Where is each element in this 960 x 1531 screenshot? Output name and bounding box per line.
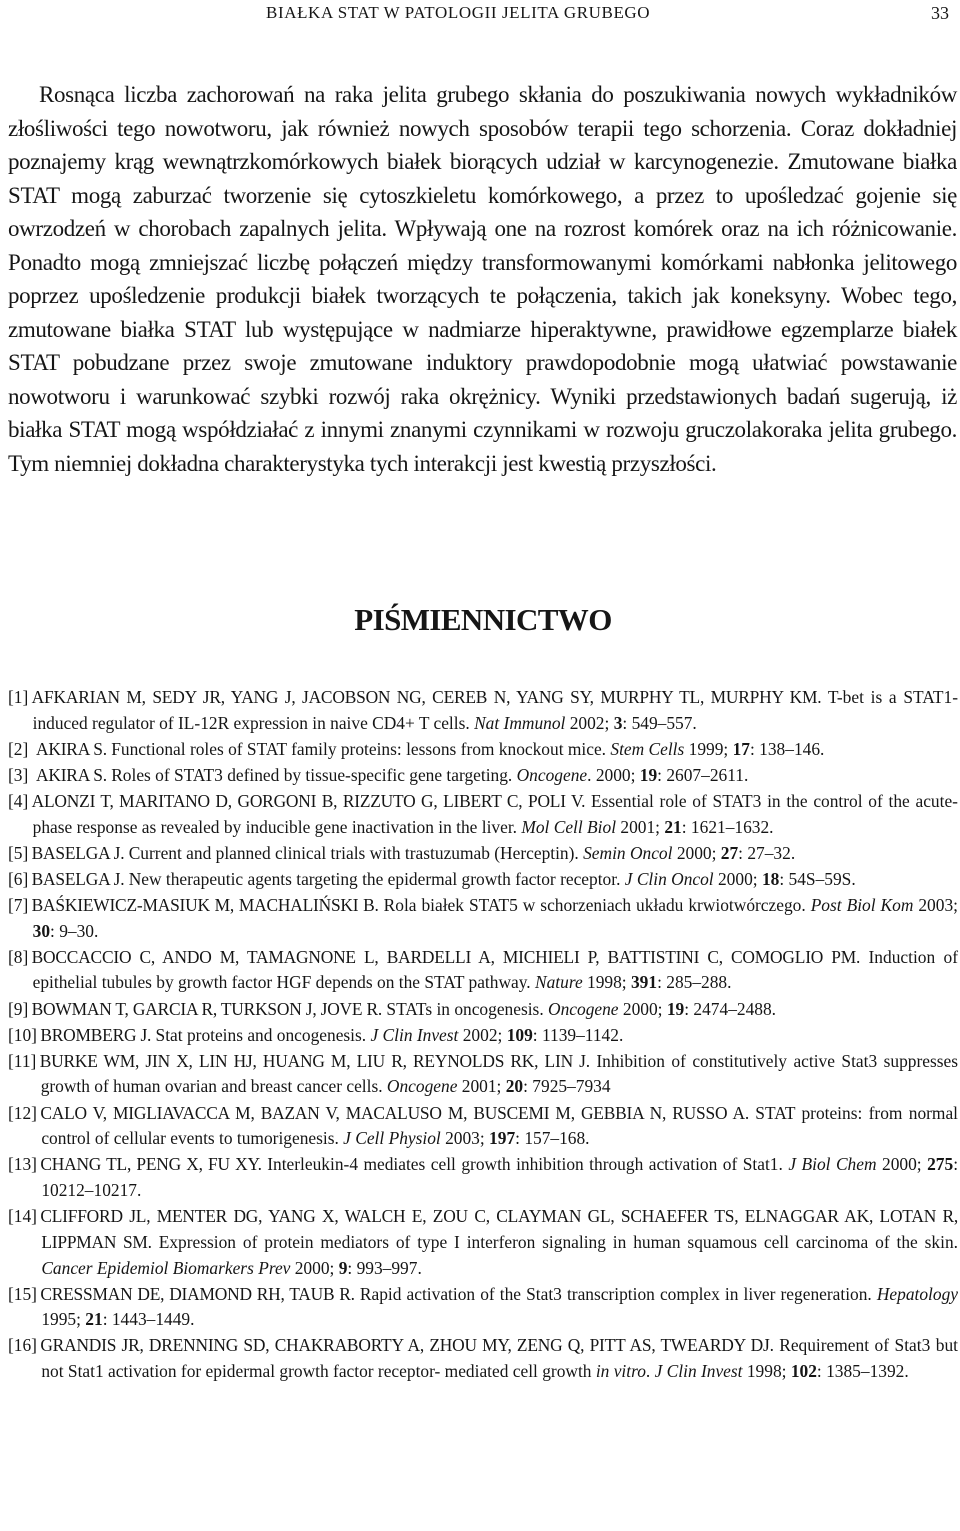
reference-year: . 2000; [587, 764, 640, 785]
reference-year: 2000; [618, 998, 667, 1019]
reference-number: [5] [8, 842, 33, 863]
reference-authors: CRESSMAN DE, DIAMOND RH, TAUB R. [40, 1283, 355, 1304]
reference-volume: 20 [505, 1076, 524, 1097]
reference-item [8, 789, 958, 840]
reference-item [8, 763, 958, 789]
reference-item [8, 893, 958, 944]
reference-number: [2] [8, 738, 37, 759]
reference-authors: CHANG TL, PENG X, FU XY. [40, 1154, 262, 1175]
reference-body [33, 997, 958, 1023]
reference-title: Rapid activation of the Stat3 transcription complex in liver regeneration. [354, 1283, 877, 1304]
reference-body [41, 1333, 958, 1384]
reference-pages: : 1139–1142. [532, 1024, 624, 1045]
running-title: BIAŁKA STAT W PATOLOGII JELITA GRUBEGO [266, 3, 651, 22]
reference-body [41, 1282, 958, 1333]
reference-title: Functional roles of STAT family proteins: lessons from knockout mice. [106, 738, 611, 759]
reference-title: New therapeutic agents targeting the epidermal growth factor receptor. [124, 868, 625, 889]
references-heading: PIŚMIENNICTWO [354, 602, 612, 637]
reference-pages: : 138–146. [749, 738, 825, 759]
reference-journal: J Cell Physiol [343, 1128, 441, 1149]
reference-volume: 21 [85, 1309, 103, 1330]
reference-authors: GRANDIS JR, DRENNING SD, CHAKRABORTY A, ZHOU MY, ZENG Q, PITT AS, TWEARDY DJ. [40, 1335, 774, 1356]
reference-journal: Mol Cell Biol [521, 816, 617, 837]
reference-title: STAT proteins: from normal control of cellular events to tumorigenesis. [41, 1102, 959, 1149]
reference-pages: : 27–32. [738, 842, 796, 863]
reference-volume: 275 [927, 1154, 954, 1175]
reference-title: Induction of epithelial tubules by growth factor HGF depends on the STAT pathway. [32, 946, 958, 993]
reference-body [33, 685, 958, 736]
reference-year: 2001; [616, 816, 665, 837]
reference-body [41, 1049, 958, 1100]
reference-item [8, 867, 958, 893]
reference-authors: CLIFFORD JL, MENTER DG, YANG X, WALCH E, ZOU C, CLAYMAN GL, SCHAEFER TS, ELNAGGAR AK, LOTAN R, LIPPMAN SM. [40, 1206, 958, 1252]
reference-number: [10] [8, 1024, 42, 1045]
reference-journal: Hepatology [876, 1283, 958, 1304]
reference-title: Current and planned clinical trials with trastuzumab (Herceptin). [124, 842, 584, 863]
reference-pages: : 549–557. [622, 712, 697, 733]
reference-journal: Stem Cells [610, 738, 685, 759]
reference-body [41, 1152, 958, 1203]
reference-journal: Oncogene [386, 1076, 458, 1097]
reference-body [33, 945, 958, 996]
reference-item [8, 737, 958, 763]
reference-volume: 27 [720, 842, 739, 863]
reference-title: Roles of STAT3 defined by tissue-specific gene targeting. [106, 764, 517, 785]
reference-list [8, 685, 958, 1385]
reference-authors: BAŚKIEWICZ-MASIUK M, MACHALIŃSKI B. [31, 894, 379, 915]
reference-authors: BOCCACCIO C, ANDO M, TAMAGNONE L, BARDELLI A, MICHIELI P, BATTISTINI C, COMOGLIO PM. [31, 946, 861, 967]
reference-number: [1] [8, 687, 33, 707]
reference-authors: BURKE WM, JIN X, LIN HJ, HUANG M, LIU R, REYNOLDS RK, LIN J. [39, 1050, 590, 1071]
reference-item [8, 945, 958, 996]
reference-volume: 391 [630, 972, 658, 993]
reference-number: [16] [8, 1335, 42, 1356]
reference-number: [6] [8, 868, 33, 889]
reference-number: [12] [8, 1102, 42, 1123]
reference-pages: : 2474–2488. [684, 998, 777, 1019]
reference-journal: Oncogene [548, 998, 619, 1019]
reference-volume: 19 [639, 764, 658, 785]
reference-year: 1995; [41, 1309, 86, 1330]
reference-item [8, 1049, 958, 1100]
reference-authors: BASELGA J. [31, 868, 125, 889]
reference-title: Stat proteins and oncogenesis. [151, 1024, 371, 1045]
reference-body [37, 763, 958, 789]
reference-volume: 21 [664, 816, 682, 837]
reference-journal: J Biol Chem [788, 1154, 877, 1175]
reference-journal: Nature [535, 972, 583, 993]
reference-authors: ALONZI T, MARITANO D, GORGONI B, RIZZUTO G, LIBERT C, POLI V. [31, 790, 586, 811]
reference-journal: Semin Oncol [583, 842, 673, 863]
reference-title-end: . [645, 1361, 655, 1382]
reference-body [33, 867, 958, 893]
reference-volume: 9 [338, 1257, 348, 1278]
reference-title: Inhibition of constitutively active Stat3 suppresses growth of human ovarian and breast cancer cells. [40, 1050, 958, 1097]
reference-volume: 3 [613, 712, 623, 733]
reference-pages: : 157–168. [515, 1128, 590, 1149]
reference-year: 2000; [713, 868, 762, 889]
reference-journal: J Clin Oncol [624, 868, 714, 889]
reference-authors: BOWMAN T, GARCIA R, TURKSON J, JOVE R. [31, 998, 383, 1019]
reference-number: [4] [8, 790, 33, 811]
reference-volume: 17 [732, 738, 750, 759]
running-header [0, 0, 960, 26]
reference-authors: CALO V, MIGLIAVACCA M, BAZAN V, MACALUSO M, BUSCEMI M, GEBBIA N, RUSSO A. [40, 1102, 749, 1123]
reference-authors: AFKARIAN M, SEDY JR, YANG J, JACOBSON NG, CEREB N, YANG SY, MURPHY TL, MURPHY KM. [31, 687, 822, 707]
reference-item [8, 997, 958, 1023]
reference-pages: : 7925–7934 [523, 1076, 611, 1097]
reference-title: T-bet is a STAT1-induced regulator of IL-12R expression in naive CD4+ T cells. [32, 687, 958, 733]
reference-year: 2003; [440, 1128, 490, 1149]
reference-volume: 30 [32, 920, 51, 941]
reference-authors: BROMBERG J. [40, 1024, 152, 1045]
reference-body [33, 841, 958, 867]
reference-year: 1998; [742, 1361, 791, 1382]
reference-year: 2002; [565, 712, 614, 733]
reference-number: [3] [8, 764, 37, 785]
reference-title: Expression of protein mediators of type I interferon signaling in human squamous cell carcinoma of the skin. [151, 1231, 958, 1252]
reference-title: Requirement of Stat3 but not Stat1 activation for epidermal growth factor receptor- mediated cell growth [41, 1335, 958, 1382]
reference-title: Essential role of STAT3 in the control of the acute-phase response as revealed by inducible gene inactivation in the liver. [32, 790, 958, 837]
reference-title: Interleukin-4 mediates cell growth inhibition through activation of Stat1. [261, 1154, 789, 1175]
reference-pages: : 54S–59S. [779, 868, 856, 889]
reference-title: Rola białek STAT5 w schorzeniach układu krwiotwórczego. [378, 894, 811, 915]
reference-volume: 109 [506, 1024, 533, 1045]
reference-journal: Cancer Epidemiol Biomarkers Prev [41, 1257, 291, 1278]
reference-pages: : 10212–10217. [41, 1154, 959, 1201]
reference-year: 2002; [458, 1024, 507, 1045]
reference-item [8, 1023, 958, 1049]
reference-journal: Oncogene [516, 764, 588, 785]
reference-year: 2001; [457, 1076, 506, 1097]
page-number: 33 [931, 3, 949, 23]
reference-journal: Post Biol Kom [810, 894, 914, 915]
reference-journal: J Clin Invest [654, 1361, 743, 1382]
reference-number: [9] [8, 998, 33, 1019]
reference-number: [11] [8, 1050, 41, 1071]
reference-year: 2000; [290, 1257, 339, 1278]
reference-year: 2003; [913, 894, 958, 915]
reference-year: 1998; [582, 972, 631, 993]
reference-item [8, 685, 958, 736]
reference-number: [15] [8, 1283, 42, 1304]
reference-authors: AKIRA S. [35, 738, 107, 759]
reference-item [8, 1152, 958, 1203]
reference-body [33, 789, 958, 840]
reference-journal: Nat Immunol [474, 712, 566, 733]
reference-body [41, 1204, 958, 1281]
reference-number: [13] [8, 1154, 42, 1175]
reference-item [8, 1101, 958, 1152]
reference-body [41, 1023, 958, 1049]
reference-item [8, 1333, 958, 1384]
reference-year: 2000; [876, 1154, 928, 1175]
reference-item [8, 1204, 958, 1281]
reference-authors: AKIRA S. [35, 764, 107, 785]
reference-pages: : 2607–2611. [657, 764, 749, 785]
reference-pages: : 285–288. [657, 972, 732, 993]
reference-volume: 19 [666, 998, 685, 1019]
reference-item [8, 1282, 958, 1333]
reference-authors: BASELGA J. [31, 842, 125, 863]
reference-pages: : 1443–1449. [102, 1309, 195, 1330]
reference-year: 2000; [672, 842, 721, 863]
body-paragraph: Rosnąca liczba zachorowań na raka jelita grubego skłania do poszukiwania nowych wykładników złośliwości tego nowotworu, jak również nowych sposobów terapii tego schorzenia. Coraz dokładniej poznajemy krąg wewnątrzkomórkowych białek biorących udział w karcynogenezie. Zmutowane białka STAT mogą zaburzać tworzenie się cytoszkieletu komórkowego, a przez to upośledzać gojenie się owrzodzeń w chorobach zapalnych jelita. Wpływają one na rozrost komórek oraz na ich różnicowanie. Ponadto mogą zmniejszać liczbę połączeń między transformowanymi komórkami nabłonka jelitowego poprzez upośledzenie produkcji białek tworzących te połączenia, takich jak koneksyny. Wobec tego, zmutowane białka STAT lub występujące w nadmiarze hiperaktywne, prawidłowe egzemplarze białek STAT pobudzane przez swoje zmutowane induktory prawdopodobnie mogą ułatwiać powstawanie nowotworu i warunkować szybki rozwój raka okrężnicy. Wyniki przedstawionych badań sugerują, iż białka STAT mogą współdziałać z innymi znanymi czynnikami w rozwoju gruczolakoraka jelita grubego. Tym niemniej dokładna charakterystyka tych interakcji jest kwestią przyszłości. [8, 82, 957, 476]
reference-number: [7] [8, 894, 33, 915]
reference-pages: : 9–30. [50, 920, 99, 941]
reference-title-italic: in vitro [595, 1361, 646, 1382]
reference-volume: 102 [790, 1361, 817, 1382]
reference-body [41, 1101, 958, 1152]
reference-journal: J Clin Invest [370, 1024, 459, 1045]
reference-body [33, 893, 958, 944]
reference-pages: : 1621–1632. [681, 816, 774, 837]
reference-title: STATs in oncogenesis. [382, 998, 549, 1019]
reference-number: [14] [8, 1206, 42, 1227]
reference-volume: 197 [489, 1128, 516, 1149]
reference-year: 1999; [684, 738, 733, 759]
reference-pages: : 1385–1392. [816, 1361, 909, 1382]
reference-volume: 18 [761, 868, 780, 889]
reference-body [37, 737, 958, 763]
reference-number: [8] [8, 946, 33, 967]
reference-item [8, 841, 958, 867]
reference-pages: : 993–997. [347, 1257, 422, 1278]
